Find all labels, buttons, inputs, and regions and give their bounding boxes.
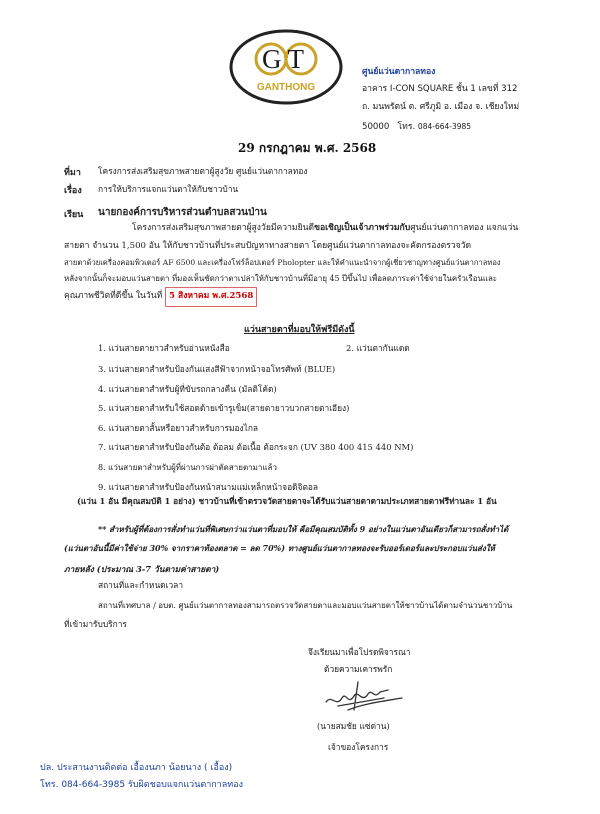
org-address-line1: อาคาร I-CON SQUARE ชั้น 1 เลขที่ 312 xyxy=(362,84,518,94)
note-line-3: ภายหลัง (ประมาณ 3-7 วันตามค่าสายตา) xyxy=(64,564,220,574)
logo-brand: GANTHONG xyxy=(256,82,316,93)
footer-contact: ปล. ประสานงานติดต่อ เอื้องนภา น้อยนาง ( เอื้อง) xyxy=(40,763,233,773)
to-value: นายกองค์การบริหารส่วนตำบลสวนป่าน xyxy=(98,207,267,218)
org-address-line3 xyxy=(362,119,471,133)
body-line-4: หลังจากนั้นก็จะมอบแว่นสายตา ที่มองเห็นชัดกว่าตาเปล่าให้กับชาวบ้านที่มีอายุ 45 ปีขึ้นไป เพื่อลดภาระค่าใช้จ่ายในครัวเรือนและ xyxy=(64,273,498,283)
body-paragraph xyxy=(64,220,549,307)
note-line-2: (แว่นตาอันนี้มีค่าใช้จ่าย 30% จากราคาท้องตลาด = ลด 70%) ทางศูนย์แว่นตากาลทองจะรับออร์เดอร์และประกอบแว่นส่งให้ xyxy=(64,543,495,553)
tel-label: โทร. xyxy=(397,122,416,132)
event-date: 5 สิงหาคม พ.ศ.2568 xyxy=(165,287,257,307)
footer-phone: โทร. 084-664-3985 รับผิดชอบแจกแว่นตากาลทอง xyxy=(40,780,244,790)
list-item: 4. แว่นสายตาสำหรับผู้ที่ขับรถกลางคืน (มัลติโค้ด) xyxy=(98,383,277,394)
body-line-1a: โครงการส่งเสริมสุขภาพสายตาผู้สูงวัยมีความยินดี xyxy=(132,223,315,233)
signer-position: เจ้าของโครงการ xyxy=(328,742,389,752)
regard-value: การให้บริการแจกแว่นตาให้กับชาวบ้าน xyxy=(98,184,239,194)
closing-line-2: ด้วยความเคารพรัก xyxy=(324,664,393,674)
list-items xyxy=(98,360,413,497)
signature xyxy=(318,672,408,718)
body-line-1c: ศูนย์แว่นตากาลทอง แจกแว่น xyxy=(410,223,519,233)
postcode: 50000 xyxy=(362,122,390,132)
logo xyxy=(228,27,344,111)
to-label: เรียน xyxy=(64,210,84,220)
closing-line-1: จึงเรียนมาเพื่อโปรดพิจารณา xyxy=(308,647,411,657)
venue-line-3: ที่เข้ามารับบริการ xyxy=(64,619,127,629)
list-item: 9. แว่นสายตาสำหรับป้องกันหน้าสนามแม่เหล็กหน้าจอดิจิตอล xyxy=(98,481,319,492)
list-item-2: 2. แว่นตากันแดด xyxy=(346,343,410,353)
signer-name: (นายสมชัย แซ่ด่าน) xyxy=(317,721,390,731)
list-item: 7. แว่นสายตาสำหรับป้องกันต้อ ต้อลม ต้อเนื้อ ต้อกระจก (UV 380 400 415 440 NM) xyxy=(98,442,414,453)
tel-number: 084-664-3985 xyxy=(417,122,472,131)
body-line-5 xyxy=(64,287,549,307)
list-item: 8. แว่นสายตาสำหรับผู้ที่ผ่านการผ่าตัดสายตามาแล้ว xyxy=(98,462,277,472)
list-item-1: 1. แว่นสายตายาวสำหรับอ่านหนังสือ xyxy=(98,343,230,353)
body-line-1b: ขอเชิญเป็นเจ้าภาพร่วมกับ xyxy=(314,223,411,233)
org-address-line2: ถ. มนพรัตน์ ต. ศรีภูมิ อ. เมือง จ. เชียงใหม่ xyxy=(362,102,520,112)
note-line-1: ** สำหรับผู้ที่ต้องการสั่งทำแว่นที่พิเศษกว่าแว่นตาที่มอบให้ คือมีคุณสมบัติทั้ง 9 อย่างในแว่นตาอันเดียวก็สามารถสั่งทำได้ xyxy=(98,524,509,534)
regard-label: เรื่อง xyxy=(64,186,82,196)
letter-date: 29 กรกฎาคม พ.ศ. 2568 xyxy=(238,141,377,155)
subject-value: โครงการส่งเสริมสุขภาพสายตาผู้สูงวัย ศูนย์แว่นตากาลทอง xyxy=(98,166,308,176)
body-line-3: สายตาด้วยเครื่องคอมพิวเตอร์ AF 6500 และเครื่องโฟร์ล็อปเตอร์ Pholopter และให้คำแนะนำจากผู้เชี่ยวชาญทางศูนย์แว่นตากาลทอง xyxy=(64,258,501,268)
subject-label: ที่มา xyxy=(64,168,81,178)
venue-line-1: สถานที่และกำหนดเวลา xyxy=(98,580,184,590)
body-line-2: สายตา จำนวน 1,500 อัน ให้กับชาวบ้านที่ประสบปัญหาทางสายตา โดยศูนย์แว่นตากาลทองจะคัดกรองตรวจวัด xyxy=(64,240,472,251)
summary-line: (แว่น 1 อัน มีคุณสมบัติ 1 อย่าง) ชาวบ้านที่เข้าตรวจวัดสายตาจะได้รับแว่นสายตาตามประเภทสายตาฟรีท่านละ 1 อัน xyxy=(77,496,497,506)
list-item: 3. แว่นสายตาสำหรับป้องกันแสงสีฟ้าจากหน้าจอโทรศัพท์ (BLUE) xyxy=(98,364,336,374)
venue-line-2: สถานที่เทศบาล / อบต. ศูนย์แว่นตากาลทองสามารถตรวจวัดสายตาและมอบแว่นสายตาให้ชาวบ้านได้ตามจำนวนชาวบ้าน xyxy=(98,601,513,610)
org-name: ศูนย์แว่นตากาลทอง xyxy=(362,67,436,77)
list-heading: แว่นสายตาที่มอบให้ฟรีมีดังนี้ xyxy=(244,325,355,335)
logo-letters: GT xyxy=(262,44,310,74)
list-item: 6. แว่นสายตาสั้นหรือยาวสำหรับการมองไกล xyxy=(98,422,259,433)
body-line-1 xyxy=(64,220,549,238)
body-line-5-text: คุณภาพชีวิตที่ดีขึ้น ในวันที่ xyxy=(64,290,163,301)
list-item: 5. แว่นสายตาสำหรับใช้สอดด้ายเข้ารูเข็ม(สายตายาวบวกสายตาเอียง) xyxy=(98,403,350,414)
